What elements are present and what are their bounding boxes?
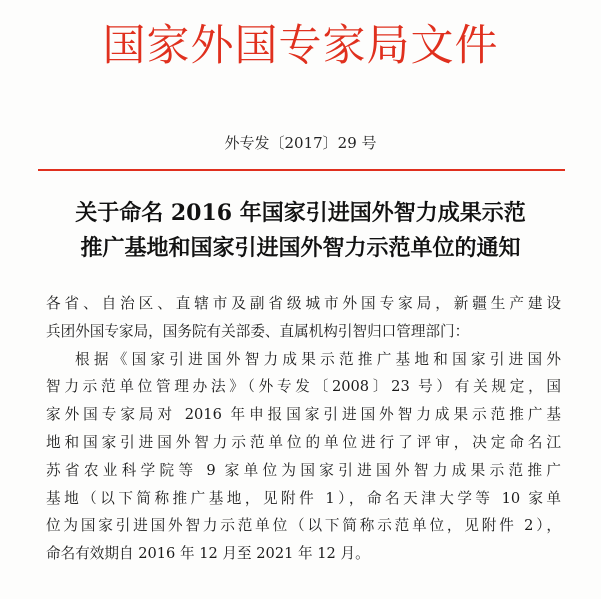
notice-title — [40, 196, 561, 266]
paragraph-line-2: 智力示范单位管理办法》（外专发〔2008〕23 号）有关规定，国 — [46, 378, 561, 396]
document-header-title: 国家外国专家局文件 — [102, 21, 499, 71]
addressee-line-1: 各省、自治区、直辖市及副省级城市外国专家局，新疆生产建设 — [46, 295, 561, 312]
addressee-line-2: 兵团外国专家局，国务院有关部委、直属机构引智归口管理部门： — [46, 322, 470, 340]
paragraph-line-8: 命名有效期自 2016 年 12 月至 2021 年 12 月。 — [46, 545, 370, 563]
header-divider-line — [38, 169, 565, 171]
document-number: 外专发〔2017〕29 号 — [224, 134, 377, 152]
paragraph-line-3: 家外国专家局对 2016 年申报国家引进国外智力成果示范推广基 — [46, 406, 561, 424]
paragraph-line-5: 苏省农业科学院等 9 家单位为国家引进国外智力成果示范推广 — [46, 461, 561, 479]
notice-title-line-2: 推广基地和国家引进国外智力示范单位的通知 — [80, 235, 521, 261]
paragraph-line-1: 根据《国家引进国外智力成果示范推广基地和国家引进国外 — [75, 350, 561, 368]
paragraph-line-6: 基地（以下简称推广基地，见附件 1），命名天津大学等 10 家单 — [46, 489, 561, 507]
paragraph-line-4: 地和国家引进国外智力示范单位的单位进行了评审，决定命名江 — [46, 433, 561, 451]
paragraph-line-7: 位为国家引进国外智力示范单位（以下简称示范单位，见附件 2）， — [46, 517, 561, 535]
notice-body — [46, 290, 561, 568]
notice-title-line-1: 关于命名 2016 年国家引进国外智力成果示范 — [75, 200, 526, 226]
